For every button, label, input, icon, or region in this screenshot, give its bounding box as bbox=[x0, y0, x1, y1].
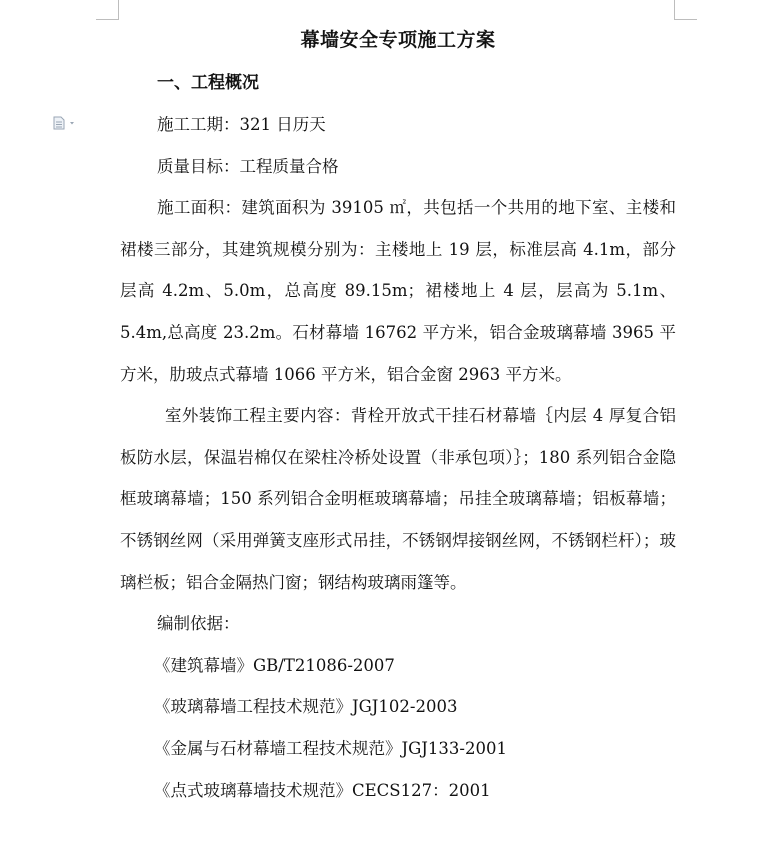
reference-item: 《点式玻璃幕墙技术规范》CECS127：2001 bbox=[154, 780, 491, 800]
paragraph-exterior-works: 室外装饰工程主要内容：背栓开放式干挂石材幕墙｛内层 4 厚复合铝板防水层，保温岩棉仅在梁柱冷桥处设置（非承包项）｝；180 系列铝合金隐框玻璃幕墙；150 系列铝合金明框玻璃幕墙；吊挂全玻璃幕墙；铝板幕墙；不锈钢丝网（采用弹簧支座形式吊挂，不锈钢焊接钢丝网，不锈钢栏杆）；玻璃栏板；铝合金隔热门窗；钢结构玻璃雨篷等。 bbox=[120, 406, 676, 592]
paragraph-options-icon[interactable] bbox=[52, 116, 78, 130]
document-lines-icon bbox=[52, 116, 78, 130]
reference-item: 《金属与石材幕墙工程技术规范》JGJ133-2001 bbox=[154, 738, 507, 758]
section-heading: 一、工程概况 bbox=[157, 73, 259, 93]
reference-item: 《玻璃幕墙工程技术规范》JGJ102-2003 bbox=[154, 697, 458, 717]
paragraph-construction-period: 施工工期：321 日历天 bbox=[157, 115, 326, 134]
crop-mark-top-right bbox=[674, 19, 697, 20]
crop-mark-top-left bbox=[96, 19, 119, 20]
document-title: 幕墙安全专项施工方案 bbox=[300, 29, 496, 51]
document-body bbox=[120, 22, 676, 811]
crop-mark-top-right bbox=[674, 0, 675, 20]
paragraph-basis-heading: 编制依据： bbox=[157, 614, 240, 634]
crop-mark-top-left bbox=[118, 0, 119, 20]
paragraph-quality-target: 质量目标：工程质量合格 bbox=[157, 156, 339, 176]
reference-item: 《建筑幕墙》GB/T21086-2007 bbox=[154, 655, 395, 675]
paragraph-construction-area: 施工面积：建筑面积为 39105 ㎡，共包括一个共用的地下室、主楼和裙楼三部分，其建筑规模分别为：主楼地上 19 层，标准层高 4.1m，部分层高 4.2m、5.0m，总高度 89.15m；裙楼地上 4 层，层高为 5.1m、5.4m,总高度 23.2m。石材幕墙 16762 平方米，铝合金玻璃幕墙 3965 平方米，肋玻点式幕墙 1066 平方米，铝合金窗 2963 平方米。 bbox=[120, 198, 676, 384]
